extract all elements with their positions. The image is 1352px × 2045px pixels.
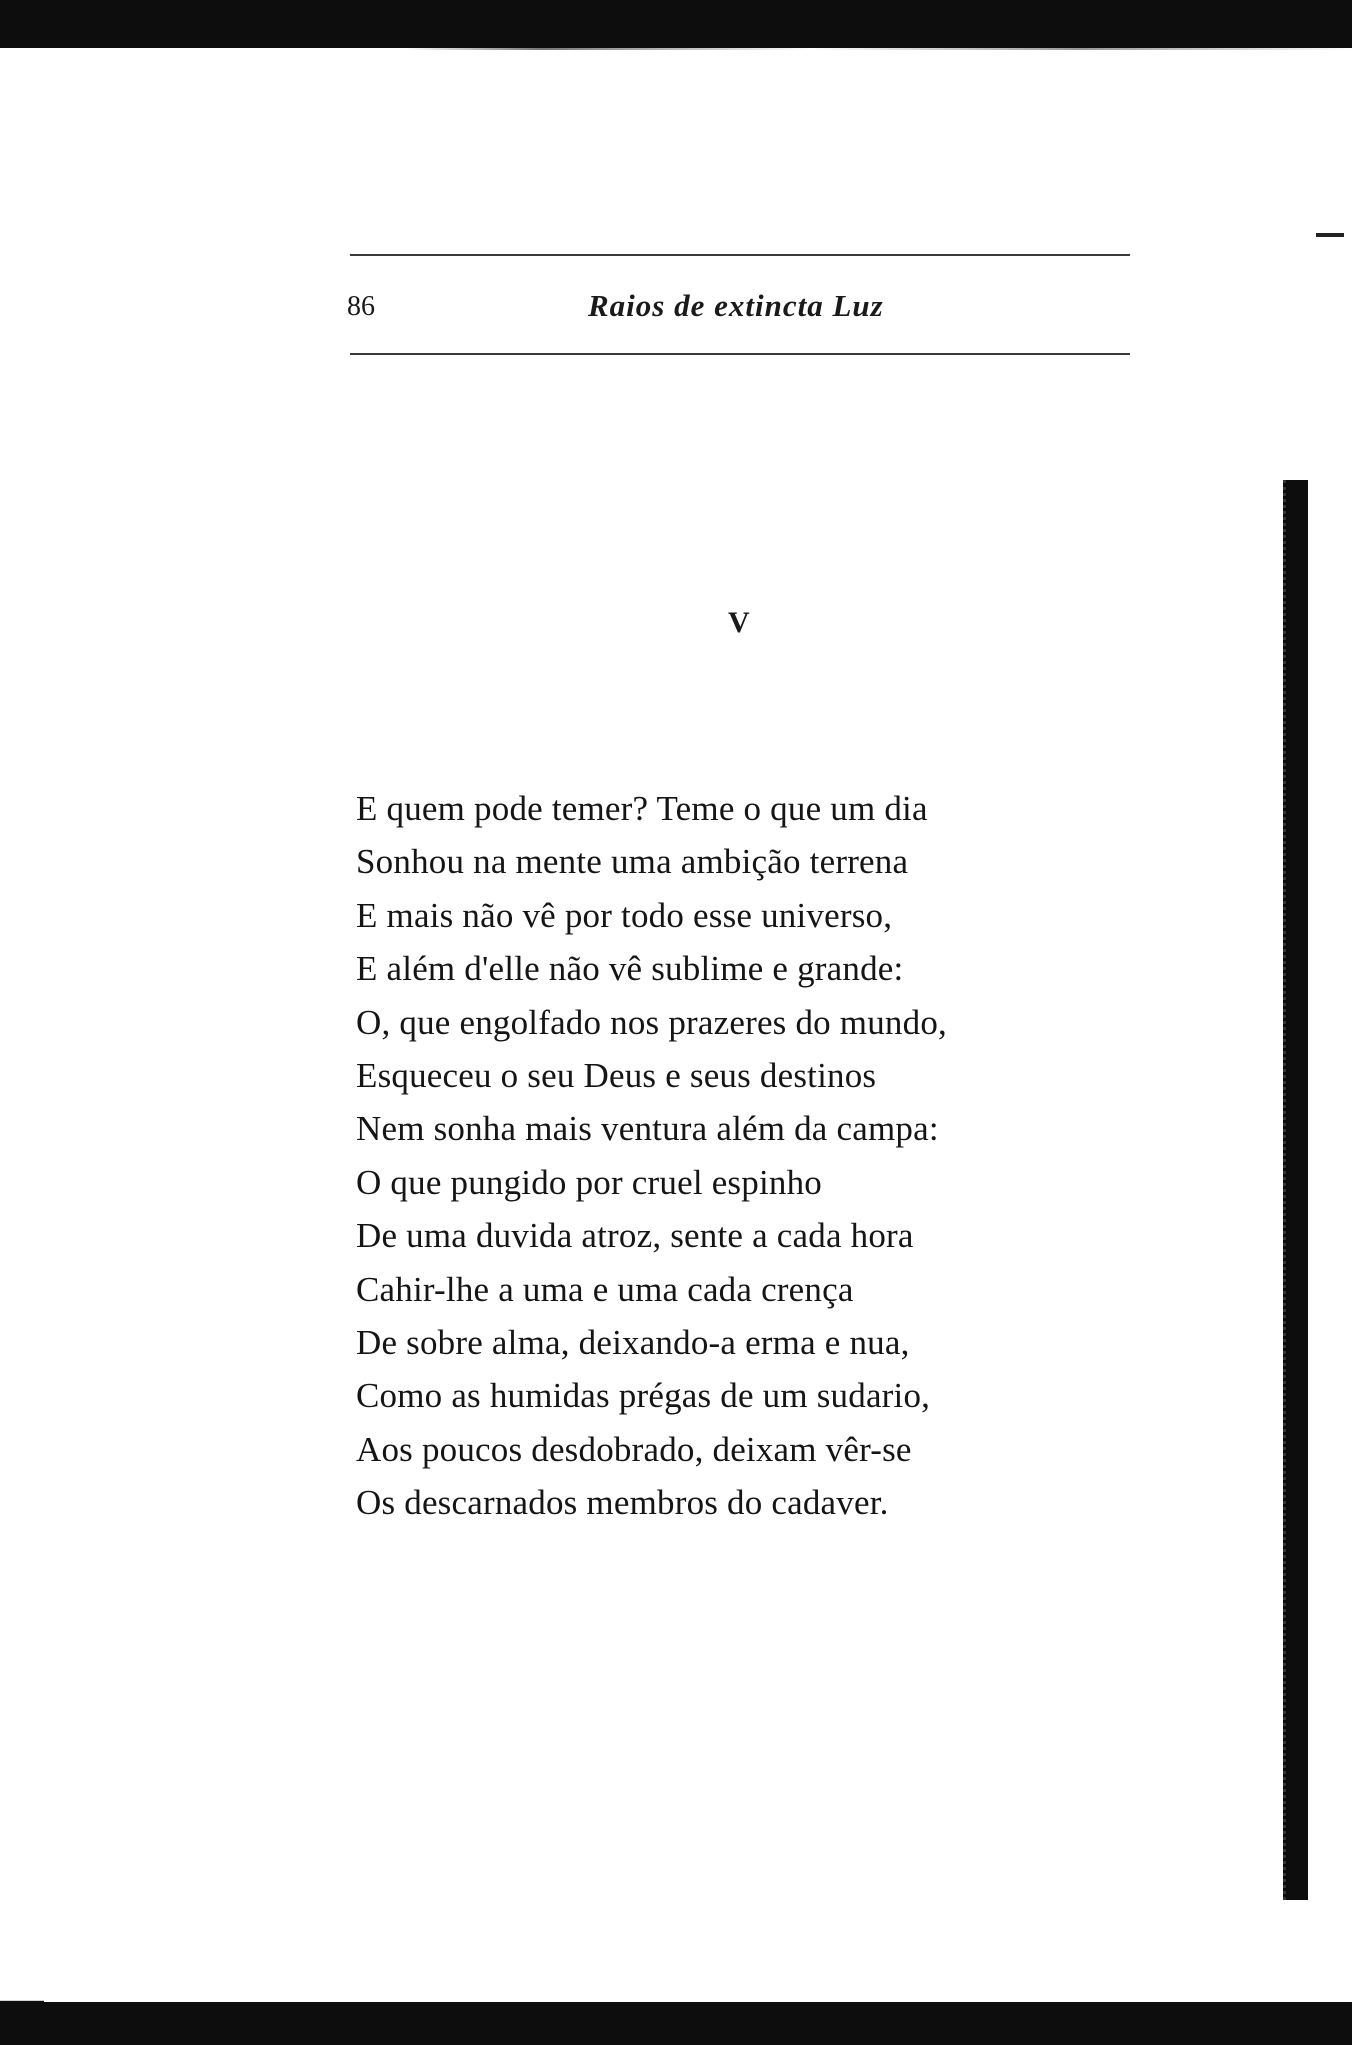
verse-line: Nem sonha mais ventura além da campa: xyxy=(356,1109,939,1149)
verse-line: Aos poucos desdobrado, deixam vêr-se xyxy=(356,1429,912,1469)
verse-line: E mais não vê por todo esse universo, xyxy=(356,895,893,935)
verse-line: E quem pode temer? Teme o que um dia xyxy=(356,789,928,828)
verse-line: Esqueceu o seu Deus e seus destinos xyxy=(356,1055,877,1095)
scan-mark xyxy=(1316,233,1344,237)
verse-line: Como as humidas prégas de um sudario, xyxy=(356,1376,931,1416)
verse-line: Sonhou na mente uma ambição terrena xyxy=(356,842,909,882)
verse-line: O, que engolfado nos prazeres do mundo, xyxy=(356,1002,947,1042)
poem-body xyxy=(356,782,1156,1529)
verse-line: De uma duvida atroz, sente a cada hora xyxy=(356,1216,914,1256)
scan-border-right xyxy=(1283,480,1308,1900)
verse-line: O que pungido por cruel espinho xyxy=(356,1162,822,1202)
verse-line: E além d'elle não vê sublime e grande: xyxy=(356,949,904,989)
header-rule-bottom xyxy=(350,353,1130,355)
scan-border-top xyxy=(0,0,1352,48)
header-rule-top xyxy=(350,254,1130,256)
verse-line: De sobre alma, deixando-a erma e nua, xyxy=(356,1322,910,1362)
running-title: Raios de extincta Luz xyxy=(588,288,884,323)
verse-line: Cahir-lhe a uma e uma cada crença xyxy=(356,1269,854,1309)
section-numeral: V xyxy=(728,606,750,639)
verse-line: Os descarnados membros do cadaver. xyxy=(356,1483,889,1523)
scan-border-bottom xyxy=(30,2002,1352,2045)
page-number: 86 xyxy=(347,291,375,322)
